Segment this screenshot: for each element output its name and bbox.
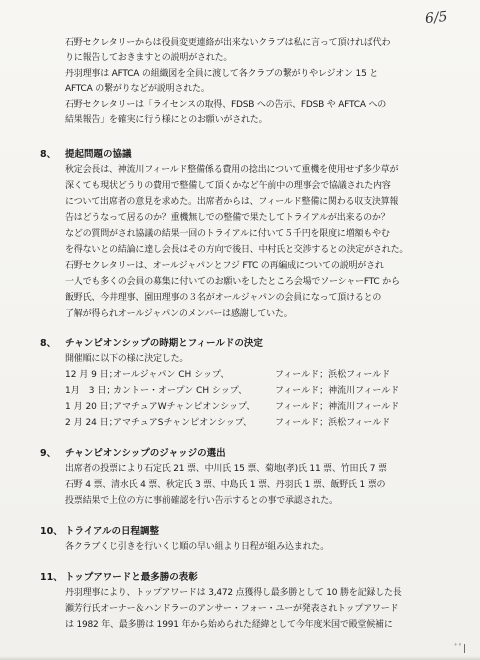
schedule-event: オールジャパン CH シップ、 [113, 370, 230, 380]
schedule-row [65, 368, 391, 383]
section-line: 投票結果で上位の方に事前確認を行い告示するとの事で承認された。 [65, 496, 338, 506]
section-line: などの質問がされ協議の結果一回のトライアルに付いて５千円を限度に増額もやむ [65, 229, 390, 239]
section-intro: 開催順に以下の様に決定した。 [65, 354, 189, 364]
schedule-row [65, 400, 400, 415]
section-title: チャンピオンシップのジャッジの選出 [65, 448, 226, 459]
section-line: を得ないとの結論に達し会長はその方向で後日、中村氏と交渉するとの決定がされた。 [65, 245, 409, 255]
section-line: について出席者の意見を求めた。出席者からは、フィールド整備に関わる収支決算報 [65, 197, 399, 207]
corner-mark: ﾞﾟ| [453, 644, 466, 654]
schedule-venue: フィールド；浜松フィールド [275, 370, 391, 380]
section-line: 一人でも多くの会員の募集に付いてのお願いをしたところ会場でソーシャーFTC から [65, 277, 400, 287]
section-line: は 1982 年、最多勝は 1991 年から始められた経緯として今年度米国で殿堂候補に [65, 620, 393, 630]
section-number: 10、 [40, 526, 63, 537]
section-line: 石野セクレタリーは、オールジャパンとフジ FTC の再編成についての説明がされ [65, 261, 384, 271]
intro-line: 石野セクレタリーからは役員変更連絡が出来ないクラブは私に言って頂ければ代わ [65, 38, 391, 48]
section-line: 了解が得られオールジャパンのメンバーは感謝していた。 [65, 309, 293, 319]
section-line: 飯野氏、今井理事、園田理事の３名がオールジャパンの会員になって頂けるとの [65, 293, 382, 303]
section-title: 提起問題の協議 [65, 149, 132, 160]
section-line: 秋定会長は、神流川フィールド整備係る費用の捻出について重機を使用せず多少草が [65, 165, 399, 175]
intro-line: 丹羽理事は AFTCA の組織図を全員に渡して各クラブの繋がりやレジオン 15 と [65, 69, 379, 79]
section-line: 丹羽理事により、トップアワードは 3,472 点獲得し最多勝として 10 勝を記録した長 [65, 588, 402, 598]
intro-line: りに報告しておきますとの説明がされた。 [65, 53, 233, 63]
page-edge-shadow [0, 656, 480, 660]
schedule-date: 1 月 20 日； [65, 402, 118, 412]
section-title: トライアルの日程調整 [65, 526, 160, 537]
schedule-event: アマチュアWチャンピオンシップ、 [113, 402, 256, 412]
section-number: 9、 [40, 448, 57, 459]
intro-line: AFTCA の繋がりなどが説明された。 [65, 84, 210, 94]
section-number: 8、 [40, 149, 57, 160]
schedule-date: 12 月 9 日； [65, 370, 118, 380]
schedule-event: カントー・オープン CH シップ、 [113, 386, 248, 396]
section-line: 石野 4 票、清水氏 4 票、秋定氏 3 票、中島氏 1 票、丹羽氏 1 票、飯野氏 1 票の [65, 480, 386, 490]
section-line: 告はどうなって居るのか？重機無しでの整備で果たしてトライアルが出来るのか？ [65, 213, 390, 223]
schedule-date: 1月 3 日； [65, 386, 116, 396]
schedule-row [65, 416, 391, 431]
schedule-venue: フィールド；神流川フィールド [275, 402, 400, 412]
section-line: 各クラブくじ引きを行いくじ順の早い組より日程が組み込まれた。 [65, 542, 330, 552]
page-number-mark: 6/5 [424, 8, 449, 28]
schedule-venue: フィールド；神流川フィールド [275, 386, 400, 396]
schedule-event: アマチュアSチャンピオンシップ、 [113, 418, 253, 428]
schedule-row [65, 384, 400, 399]
section-line: 瀬芳行氏オーナー＆ハンドラーのアンサー・フォー・ユーが発表されトップアワード [65, 604, 399, 614]
intro-line: 結果報告」を確実に行う様にとのお願いがされた。 [65, 115, 268, 125]
section-number: 8、 [40, 338, 57, 349]
section-title: トップアワードと最多勝の表彰 [65, 572, 198, 583]
section-line: 出席者の投票により石定氏 21 票、中川氏 15 票、菊地(孝)氏 11 票、竹田氏 7 票 [65, 464, 387, 474]
intro-line: 石野セクレタリーは「ライセンスの取得、FDSB への告示、FDSB や AFTCA への [65, 100, 387, 110]
schedule-venue: フィールド；浜松フィールド [275, 418, 391, 428]
section-number: 11、 [40, 572, 63, 583]
schedule-date: 2 月 24 日； [65, 418, 118, 428]
section-line: 深くても現状どうりの費用で整備して頂くかなど午前中の理事会で協議された内容 [65, 181, 391, 191]
section-title: チャンピオンシップの時期とフィールドの決定 [65, 338, 263, 349]
